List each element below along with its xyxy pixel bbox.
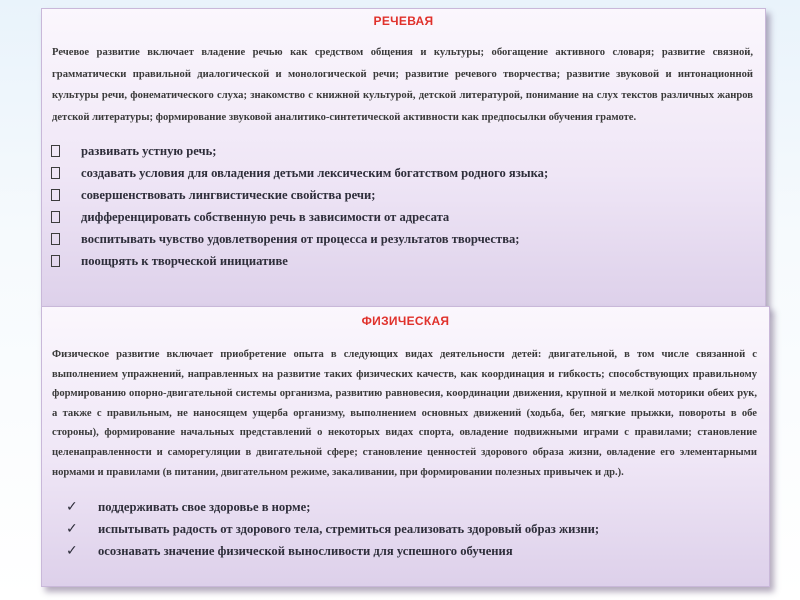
checkmark-icon: ✓ — [66, 543, 78, 560]
list-item — [66, 518, 769, 540]
square-bullet-icon — [51, 189, 60, 201]
list-item — [66, 496, 769, 518]
list-item — [51, 206, 765, 228]
list-item — [51, 250, 765, 272]
speech-goal-text: создавать условия для овладения детьми лексическим богатством родного языка; — [81, 165, 549, 180]
square-bullet-icon — [51, 211, 60, 223]
speech-goal-text: совершенствовать лингвистические свойства речи; — [81, 187, 376, 202]
checkmark-icon: ✓ — [66, 499, 78, 516]
speech-panel — [41, 8, 766, 310]
square-bullet-icon — [51, 145, 60, 157]
list-item — [66, 540, 769, 562]
physical-panel — [41, 306, 770, 587]
speech-goal-text: развивать устную речь; — [81, 143, 217, 158]
square-bullet-icon — [51, 167, 60, 179]
physical-description: Физическое развитие включает приобретение опыта в следующих видах деятельности детей: двигательной, в том числе связанной с выполнением упражнений, направленных на развитие таких физических качеств, как координация и гибкость; способствующих правильному формированию опорно-двигательной системы организма, развитию равновесия, координации движения, крупной и мелкой моторики обеих рук, а также с правильным, не наносящем ущерба организму, выполнением основных движений (ходьба, бег, мягкие прыжки, повороты в обе стороны), формирование начальных представлений о некоторых видах спорта, овладение подвижными играми с правилами; становление целенаправленности и саморегуляции в двигательной сфере; становление ценностей здорового образа жизни, овладение его элементарными нормами и правилами (в питании, двигательном режиме, закаливании, при формировании полезных привычек и др.). — [52, 349, 757, 478]
speech-goal-text: дифференцировать собственную речь в зависимости от адресата — [81, 209, 450, 224]
speech-title: РЕЧЕВАЯ — [373, 14, 434, 28]
speech-goals-list — [51, 140, 765, 272]
square-bullet-icon — [51, 233, 60, 245]
list-item — [51, 140, 765, 162]
list-item — [51, 162, 765, 184]
speech-goal-text: поощрять к творческой инициативе — [81, 253, 288, 268]
physical-goal-text: испытывать радость от здорового тела, стремиться реализовать здоровый образ жизни; — [98, 521, 600, 536]
physical-goal-text: поддерживать свое здоровье в норме; — [98, 499, 311, 514]
physical-title: ФИЗИЧЕСКАЯ — [361, 314, 450, 328]
speech-description: Речевое развитие включает владение речью как средством общения и культуры; обогащение активного словаря; развитие связной, грамматически правильной диалогической и монологической речи; развитие речевого творчества; развитие звуковой и интонационной культуры речи, фонематического слуха; знакомство с книжной культурой, детской литературой, понимание на слух текстов различных жанров детской литературы; формирование звуковой аналитико-синтетической активности как предпосылки обучения грамоте. — [52, 47, 753, 123]
list-item — [51, 184, 765, 206]
checkmark-icon: ✓ — [66, 521, 78, 538]
speech-goal-text: воспитывать чувство удовлетворения от процесса и результатов творчества; — [81, 231, 520, 246]
list-item — [51, 228, 765, 250]
physical-goal-text: осознавать значение физической выносливости для успешного обучения — [98, 543, 513, 558]
square-bullet-icon — [51, 255, 60, 267]
physical-goals-list — [66, 496, 769, 562]
